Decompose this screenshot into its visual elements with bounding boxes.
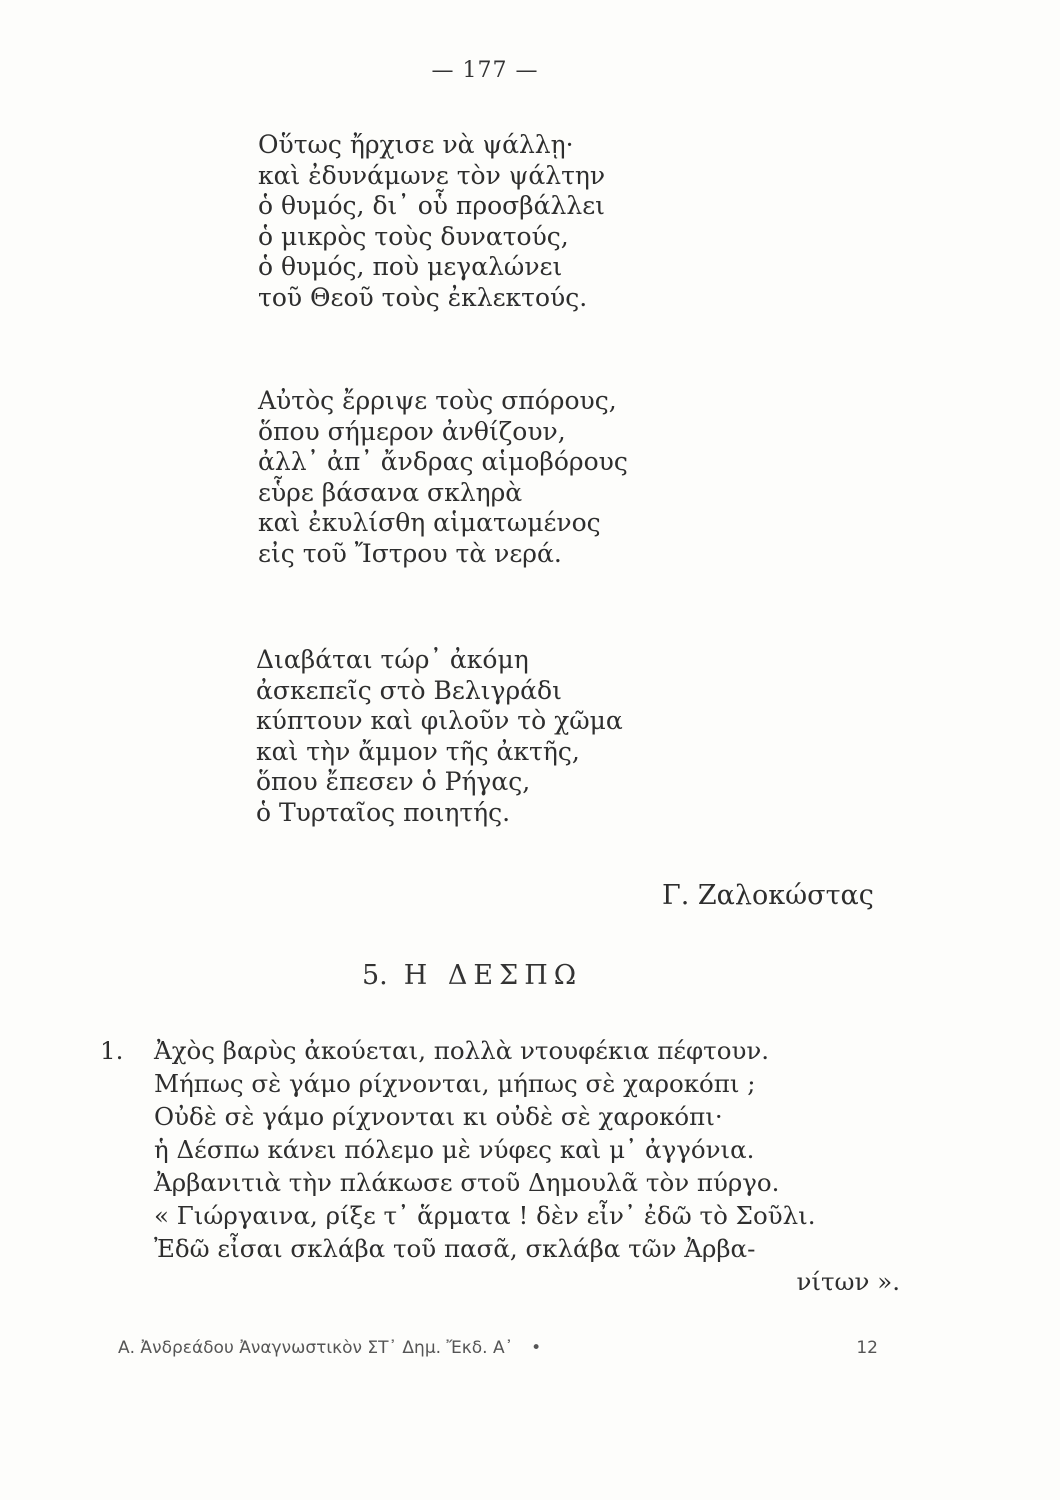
poem-author: Γ. Ζαλοκώστας	[662, 880, 874, 911]
verse-line: ὅπου σήμερον ἀνθίζουν,	[258, 416, 566, 446]
poem-line-text: νίτων ».	[796, 1267, 900, 1296]
stanza-2	[258, 386, 628, 569]
verse-line: ὁ θυμός, δι᾽ οὗ προσβάλλει	[258, 191, 605, 220]
section-title: Η ΔΕΣΠΩ	[403, 960, 583, 991]
verse-line: καὶ τὴν ἄμμον τῆς ἀκτῆς,	[256, 736, 580, 766]
verse-line: εἰς τοῦ Ἴστρου τὰ νερά.	[258, 538, 562, 568]
poem-line-continuation	[100, 1265, 900, 1298]
stanza-1	[258, 130, 605, 313]
verse-line: καὶ ἐδυνάμωνε τὸν ψάλτην	[258, 160, 606, 190]
verse-line: εὗρε βάσανα σκληρὰ	[258, 477, 523, 507]
footer-signature	[118, 1338, 541, 1358]
verse-line: ὁ θυμός, ποὺ μεγαλώνει	[258, 252, 563, 281]
verse-line: κύπτουν καὶ φιλοῦν τὸ χῶμα	[256, 706, 623, 735]
poem-line	[100, 1232, 900, 1265]
verse-line: καὶ ἐκυλίσθη αἱματωμένος	[258, 508, 601, 537]
section-heading	[362, 960, 582, 991]
verse-line: Διαβάται τώρ᾽ ἀκόμη	[256, 645, 529, 674]
verse-line: Οὕτως ἤρχισε νὰ ψάλλῃ·	[258, 130, 574, 159]
poem-line-text: ἡ Δέσπω κάνει πόλεμο μὲ νύφες καὶ μ᾽ ἀγγόνια.	[154, 1135, 755, 1164]
page-number: — 177 —	[431, 58, 539, 83]
verse-line: ἀσκεπεῖς στὸ Βελιγράδι	[256, 675, 562, 705]
printer-footer	[118, 1338, 878, 1358]
verse-line: ὅπου ἔπεσεν ὁ Ρήγας,	[256, 767, 531, 796]
stanza-3	[256, 645, 623, 828]
section-number: 5.	[362, 960, 388, 991]
poem-line	[100, 1199, 900, 1232]
poem-line-text: « Γιώργαινα, ρίξε τ᾽ ἅρματα ! δὲν εἶν᾽ ἐδῶ τὸ Σοῦλι.	[154, 1201, 816, 1230]
poem-line	[100, 1133, 900, 1166]
poem-line-text: Ἀχὸς βαρὺς ἀκούεται, πολλὰ ντουφέκια πέφτουν.	[154, 1036, 770, 1065]
verse-line: ὁ μικρὸς τοὺς δυνατούς,	[258, 221, 569, 251]
verse-number: 1.	[100, 1036, 124, 1065]
verse-line: ἀλλ᾽ ἀπ᾽ ἄνδρας αἱμοβόρους	[258, 447, 628, 476]
poem-line	[100, 1067, 900, 1100]
verse-line: τοῦ Θεοῦ τοὺς ἐκλεκτούς.	[258, 282, 588, 312]
verse-line: Αὐτὸς ἔρριψε τοὺς σπόρους,	[258, 386, 617, 415]
poem-line-text: Ἐδῶ εἶσαι σκλάβα τοῦ πασᾶ, σκλάβα τῶν Ἀρβα-	[154, 1234, 756, 1263]
poem-line-text: Ἀρβανιτιὰ τὴν πλάκωσε στοῦ Δημουλᾶ τὸν πύργο.	[154, 1168, 780, 1197]
poem-line-text: Οὐδὲ σὲ γάμο ρίχνονται κι οὐδὲ σὲ χαροκόπι·	[154, 1102, 723, 1131]
poem-line-text: Μήπως σὲ γάμο ρίχνονται, μήπως σὲ χαροκόπι ;	[154, 1069, 756, 1098]
bullet-icon: •	[531, 1338, 542, 1358]
poem-line	[100, 1100, 900, 1133]
verse-line: ὁ Τυρταῖος ποιητής.	[256, 797, 511, 827]
sheet-number: 12	[856, 1338, 878, 1358]
poem-line	[100, 1034, 900, 1067]
poem-line	[100, 1166, 900, 1199]
footer-text: Α. Ἀνδρεάδου Ἀναγνωστικὸν ΣΤ᾽ Δημ. Ἔκδ. Α᾽	[118, 1338, 514, 1358]
poem-body	[100, 1034, 900, 1298]
